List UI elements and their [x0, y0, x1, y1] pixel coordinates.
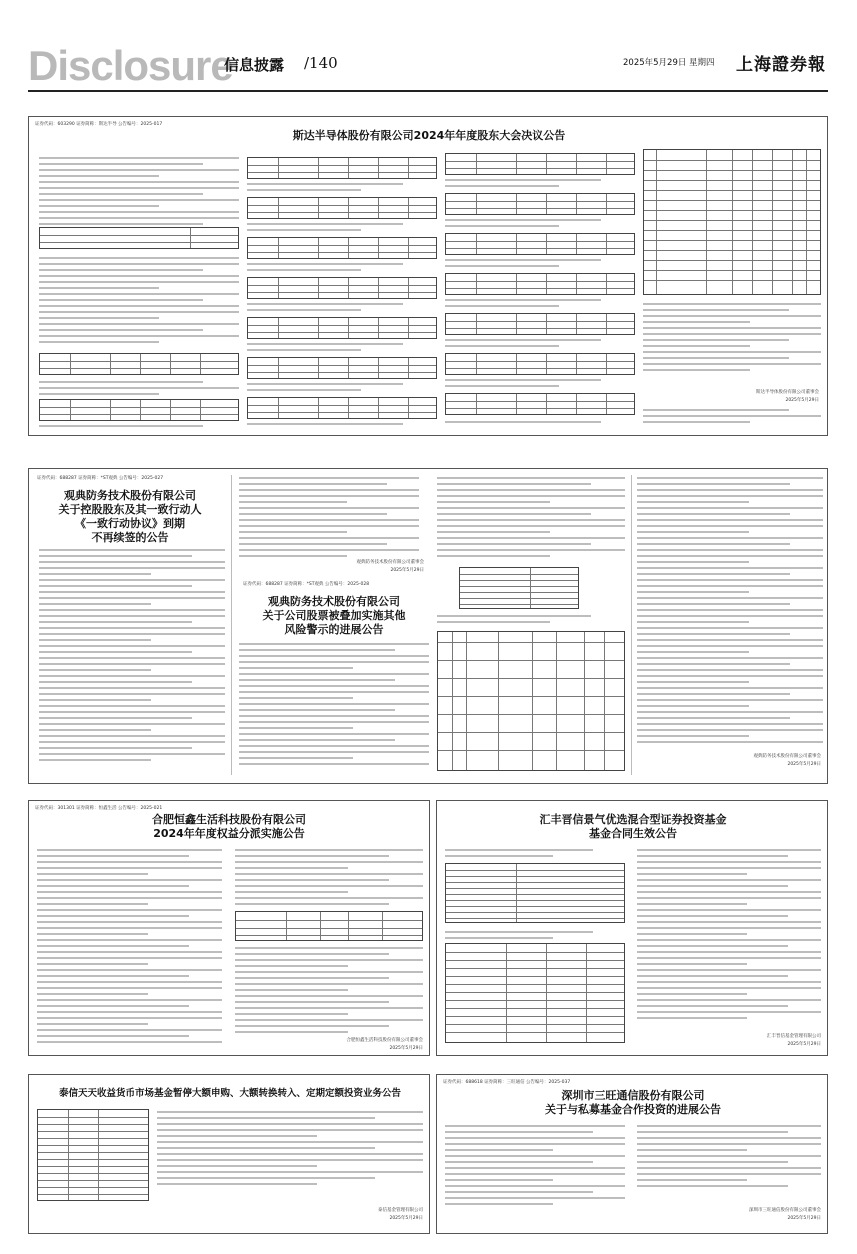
vote-table	[445, 393, 635, 415]
signature: 斯达半导体股份有限公司董事会	[756, 390, 819, 395]
signature: 观典防务技术股份有限公司董事会	[356, 560, 424, 565]
sign-date: 2025年5月29日	[787, 1042, 821, 1047]
body-text	[643, 303, 821, 375]
stock-code-line: 证券代码：688287 证券简称：*ST观典 公告编号：2025-028	[243, 582, 370, 587]
sign-date: 2025年5月29日	[390, 568, 424, 573]
body-text	[637, 1125, 821, 1191]
body-text	[39, 157, 239, 229]
article-title-line: 深圳市三旺通信股份有限公司	[561, 1089, 705, 1102]
body-text	[637, 477, 823, 747]
article-title: 泰信天天收益货币市场基金暂停大额申购、大额转换转入、定期定额投资业务公告	[58, 1088, 401, 1099]
body-text	[247, 183, 437, 195]
sign-date: 2025年5月29日	[787, 1216, 821, 1221]
body-text	[247, 383, 437, 395]
stock-code-line: 证券代码：603290 证券简称：斯达半导 公告编号：2025-017	[35, 122, 163, 127]
article-huifeng	[436, 800, 828, 1056]
signature: 深圳市三旺通信股份有限公司董事会	[749, 1208, 821, 1213]
vote-table	[445, 273, 635, 295]
article-title-line: 合肥恒鑫生活科技股份有限公司	[152, 813, 306, 826]
article-guandian	[28, 468, 828, 784]
article-title-line: 《一致行动协议》到期	[75, 517, 185, 530]
signature: 泰信基金管理有限公司	[378, 1208, 423, 1213]
article-title-line: 汇丰晋信景气优选混合型证券投资基金	[539, 813, 727, 826]
stock-code-line: 证券代码：688287 证券简称：*ST观典 公告编号：2025-027	[37, 476, 164, 481]
article-title-line: 关于公司股票被叠加实施其他	[262, 609, 406, 622]
vote-table	[39, 399, 239, 421]
vote-table	[247, 237, 437, 259]
vote-table	[445, 233, 635, 255]
sign-date: 2025年5月29日	[787, 762, 821, 767]
body-text	[445, 299, 635, 311]
vote-table	[247, 277, 437, 299]
newspaper-logo: 上海證券報	[736, 55, 826, 75]
article-title-line: 不再续签的公告	[91, 531, 169, 544]
body-text	[247, 343, 437, 355]
article-sanwang	[436, 1074, 828, 1234]
body-text	[157, 1111, 423, 1189]
body-text	[239, 643, 429, 769]
body-text	[445, 849, 625, 861]
body-text	[643, 409, 821, 427]
body-text	[39, 425, 239, 431]
body-text	[437, 615, 625, 627]
article-title-line: 观典防务技术股份有限公司	[268, 595, 400, 608]
fund-info-table	[37, 1109, 149, 1201]
vote-table	[445, 153, 635, 175]
column-divider	[231, 475, 232, 775]
fund-info-table	[445, 863, 625, 923]
subscription-table	[445, 943, 625, 1043]
data-table	[235, 911, 423, 941]
vote-table	[247, 397, 437, 419]
article-taixin	[28, 1074, 430, 1234]
signature: 汇丰晋信基金管理有限公司	[767, 1034, 821, 1039]
page-number: /140	[304, 54, 338, 72]
body-text	[247, 263, 437, 275]
body-text	[445, 339, 635, 351]
body-text	[247, 223, 437, 235]
body-text	[445, 379, 635, 391]
vote-table	[445, 353, 635, 375]
results-table	[643, 149, 821, 295]
body-text	[235, 947, 423, 1037]
data-table	[459, 567, 579, 609]
vote-table	[247, 357, 437, 379]
article-title-line: 关于与私募基金合作投资的进展公告	[545, 1103, 721, 1116]
column-divider	[631, 475, 632, 775]
article-sidarr	[28, 116, 828, 436]
article-hengxin	[28, 800, 430, 1056]
body-text	[247, 423, 437, 429]
body-text	[37, 849, 222, 1047]
stock-code-line: 证券代码：688618 证券简称：三旺通信 公告编号：2025-037	[443, 1080, 571, 1085]
holdings-table	[437, 631, 625, 771]
article-title-line: 风险警示的进展公告	[284, 623, 384, 636]
vote-table	[445, 313, 635, 335]
body-text	[39, 549, 225, 765]
vote-table	[247, 317, 437, 339]
body-text	[445, 931, 625, 943]
vote-table	[247, 197, 437, 219]
sign-date: 2025年5月29日	[389, 1046, 423, 1051]
body-text	[39, 257, 239, 347]
body-text	[235, 849, 423, 909]
section-title: 信息披露	[224, 56, 285, 74]
vote-table	[39, 353, 239, 375]
vote-table	[247, 157, 437, 179]
body-text	[445, 219, 635, 231]
signature: 观典防务技术股份有限公司董事会	[753, 754, 821, 759]
vote-table	[445, 193, 635, 215]
article-title-line: 2024年年度权益分派实施公告	[153, 827, 305, 840]
article-title-line: 基金合同生效公告	[589, 827, 677, 840]
masthead	[28, 40, 828, 92]
body-text	[247, 303, 437, 315]
body-text	[239, 477, 419, 561]
article-title-line: 关于控股股东及其一致行动人	[58, 503, 202, 516]
body-text	[437, 477, 625, 561]
body-text	[445, 1125, 625, 1209]
body-text	[445, 421, 635, 427]
body-text	[445, 179, 635, 191]
issue-date: 2025年5月29日 星期四	[623, 58, 715, 68]
stock-code-line: 证券代码：301301 证券简称：恒鑫生活 公告编号：2025-021	[35, 806, 163, 811]
sign-date: 2025年5月29日	[389, 1216, 423, 1221]
brand-logo: Disclosure	[28, 42, 233, 89]
data-table	[39, 227, 239, 249]
article-title: 斯达半导体股份有限公司2024年年度股东大会决议公告	[292, 129, 566, 142]
article-title-line: 观典防务技术股份有限公司	[64, 489, 196, 502]
body-text	[637, 849, 821, 1023]
signature: 合肥恒鑫生活科技股份有限公司董事会	[346, 1038, 423, 1043]
sign-date: 2025年5月29日	[785, 398, 819, 403]
body-text	[39, 381, 239, 399]
body-text	[445, 259, 635, 271]
